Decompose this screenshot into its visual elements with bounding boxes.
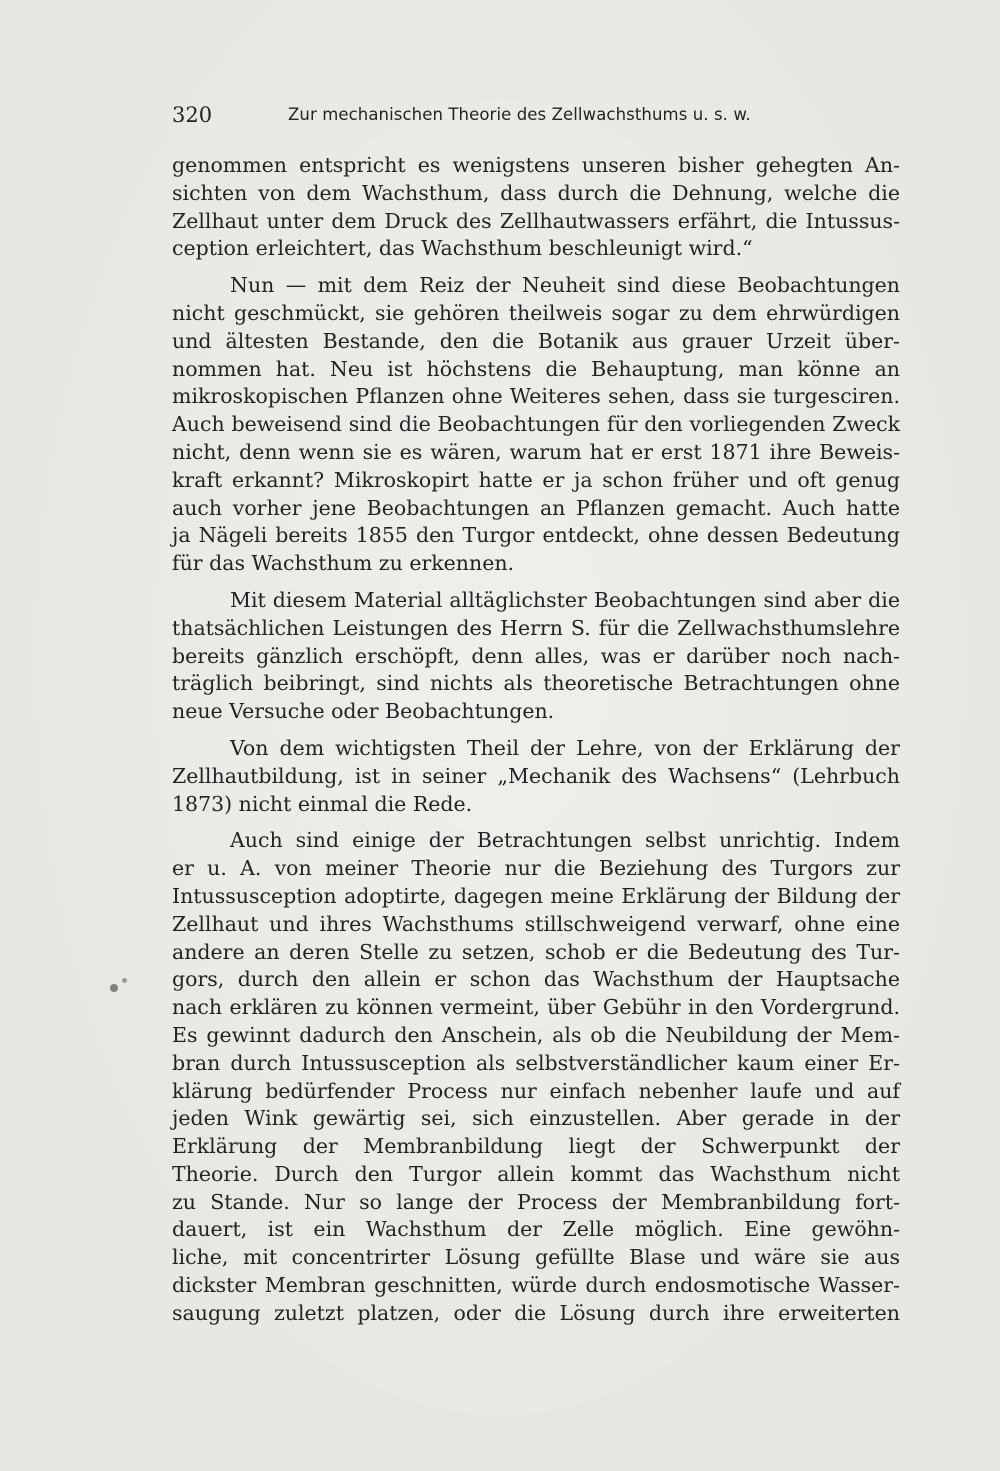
text-line: zu Stande. Nur so lange der Process der Membranbildung fort- (172, 1189, 900, 1214)
text-line: für das Wachsthum zu erkennen. (172, 551, 515, 576)
text-line: Mit diesem Material alltäglichster Beobachtungen sind aber die (230, 587, 900, 612)
text-line: bereits gänzlich erschöpft, denn alles, was er darüber noch nach- (172, 643, 900, 668)
text-line: genommen entspricht es wenigstens unseren bisher gehegten An- (172, 153, 900, 177)
text-line: dauert, ist ein Wachsthum der Zelle möglich. Eine gewöhn- (172, 1217, 900, 1242)
text-line: Es gewinnt dadurch den Anschein, als ob die Neubildung der Mem- (172, 1022, 900, 1047)
text-line: Intussusception adoptirte, dagegen meine Erklärung der Bildung der (172, 883, 900, 908)
text-line: andere an deren Stelle zu setzen, schob er die Bedeutung des Tur- (172, 939, 900, 964)
running-head (172, 100, 782, 130)
text-line: Theorie. Durch den Turgor allein kommt das Wachsthum nicht (172, 1161, 900, 1186)
text-line: jeden Wink gewärtig sei, sich einzustellen. Aber gerade in der (172, 1106, 900, 1131)
text-line: Von dem wichtigsten Theil der Lehre, von der Erklärung der (230, 735, 900, 760)
paragraph (172, 152, 900, 263)
text-line: nicht geschmückt, sie gehören theilweis sogar zu dem ehrwürdigen (172, 300, 900, 325)
text-line: bran durch Intussusception als selbstverständlicher kaum einer Er- (172, 1050, 900, 1075)
text-line: sichten von dem Wachsthum, dass durch die Dehnung, welche die (172, 180, 900, 205)
page-number: 320 (172, 103, 213, 127)
text-line: Erklärung der Membranbildung liegt der Schwerpunkt der (172, 1134, 900, 1159)
ink-speck (110, 984, 118, 992)
text-line: saugung zuletzt platzen, oder die Lösung durch ihre erweiterten (172, 1300, 900, 1325)
text-line: gors, durch den allein er schon das Wachsthum der Hauptsache (172, 967, 900, 992)
text-line: Zellhautbildung, ist in seiner „Mechanik des Wachsens“ (Lehrbuch (172, 763, 900, 788)
running-title: Zur mechanischen Theorie des Zellwachsthums u. s. w. (288, 105, 751, 124)
text-line: Nun — mit dem Reiz der Neuheit sind diese Beobachtungen (230, 273, 900, 298)
text-line: nach erklären zu können vermeint, über Gebühr in den Vordergrund. (172, 995, 900, 1020)
text-line: träglich beibringt, sind nichts als theoretische Betrachtungen ohne (172, 671, 900, 696)
text-line: ja Nägeli bereits 1855 den Turgor entdeckt, ohne dessen Bedeutung (172, 523, 900, 548)
paragraph (172, 587, 900, 726)
text-line: Zellhaut unter dem Druck des Zellhautwassers erfährt, die Intussus- (172, 208, 900, 233)
text-line: und ältesten Bestande, den die Botanik aus grauer Urzeit über- (172, 328, 900, 353)
text-line: auch vorher jene Beobachtungen an Pflanzen gemacht. Auch hatte (172, 495, 900, 520)
text-line: Auch beweisend sind die Beobachtungen für den vorliegenden Zweck (172, 412, 900, 437)
text-line: kraft erkannt? Mikroskopirt hatte er ja schon früher und oft genug (172, 467, 900, 492)
paragraph (172, 735, 900, 818)
paragraph (172, 827, 900, 1327)
text-line: neue Versuche oder Beobachtungen. (172, 699, 555, 724)
text-line: nicht, denn wenn sie es wären, warum hat er erst 1871 ihre Beweis- (172, 439, 900, 464)
text-line: liche, mit concentrirter Lösung gefüllte Blase und wäre sie aus (172, 1245, 900, 1270)
text-line: nommen hat. Neu ist höchstens die Behauptung, man könne an (172, 356, 900, 381)
text-line: Auch sind einige der Betrachtungen selbst unrichtig. Indem (230, 828, 900, 853)
text-line: thatsächlichen Leistungen des Herrn S. für die Zellwachsthumslehre (172, 615, 900, 640)
text-line: ception erleichtert, das Wachsthum beschleunigt wird.“ (172, 236, 753, 261)
text-line: mikroskopischen Pflanzen ohne Weiteres sehen, dass sie turgesciren. (172, 384, 900, 409)
text-line: er u. A. von meiner Theorie nur die Beziehung des Turgors zur (172, 856, 900, 881)
text-line: Zellhaut und ihres Wachsthums stillschweigend verwarf, ohne eine (172, 911, 900, 936)
body-text (172, 152, 900, 1328)
paragraph (172, 272, 900, 578)
ink-speck (122, 978, 127, 983)
text-line: dickster Membran geschnitten, würde durch endosmotische Wasser- (172, 1273, 900, 1298)
text-line: klärung bedürfender Process nur einfach nebenher laufe und auf (172, 1078, 900, 1103)
text-line: 1873) nicht einmal die Rede. (172, 791, 473, 816)
